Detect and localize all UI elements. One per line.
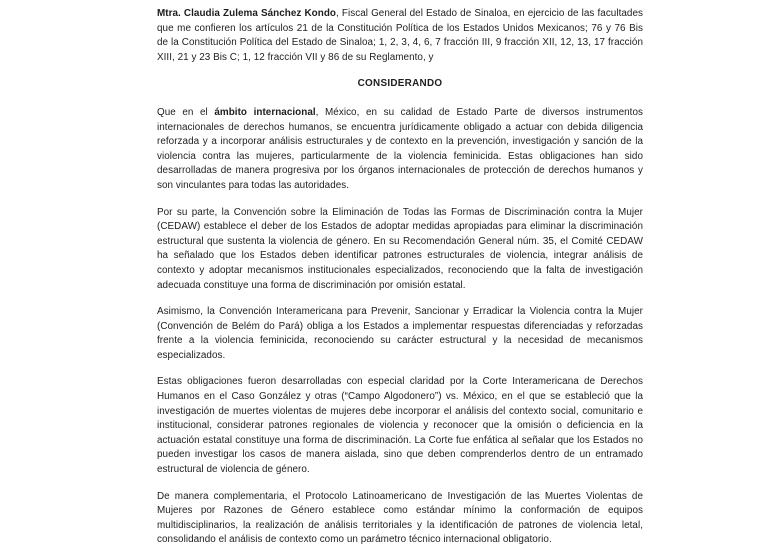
section-heading: CONSIDERANDO [357, 78, 443, 90]
paragraph-belem-do-para: Asimismo, la Convención Interamericana para Prevenir, Sancionar y Erradicar la Violencia contra la Mujer (Convención de Belém do Pará) obliga a los Estados a implementar respuestas diferenciadas y reforzadas frente a la violencia feminicida, reconociendo su carácter estructural y la necesidad de mecanismos especializados. [157, 306, 643, 361]
paragraph-cedaw: Por su parte, la Convención sobre la Eliminación de Todas las Formas de Discriminación contra la Mujer (CEDAW) establece el deber de los Estados de adoptar medidas apropiadas para eliminar la discriminación estructural que sustenta la violencia de género. En su Recomendación General núm. 35, el Comité CEDAW ha señalado que los Estados deben identificar patrones estructurales de violencia, integrar análisis de contexto y adoptar mecanismos institucionales especializados, reconociendo que la falta de investigación adecuada constituye una forma de discriminación por omisión estatal. [157, 206, 643, 291]
intro-paragraph [157, 7, 643, 65]
paragraph-campo-algodonero: Estas obligaciones fueron desarrolladas con especial claridad por la Corte Interamericana de Derechos Humanos en el Caso González y otras (“Campo Algodonero”) vs. México, en el que se estableció que la investigación de muertes violentas de mujeres debe incorporar el análisis del contexto social, comunitario e institucional, considerar patrones regionales de violencia y reconocer que la omisión o deficiencia en la actuación estatal constituye una forma de discriminación. La Corte fue enfática al señalar que los Estados no pueden investigar los casos de manera aislada, sino que deben comprenderlos dentro de un entramado estructural de violencia de género. [157, 376, 643, 476]
paragraph-rest: , México, en su calidad de Estado Parte de diversos instrumentos internacionales de derechos humanos, se encuentra jurídicamente obligado a actuar con debida diligencia reforzada y a incorporar análisis estructurales y de contexto en la prevención, investigación y sanción de la violencia contra las mujeres, particularmente de la violencia feminicida. Estas obligaciones han sido desarrolladas de manera progresiva por los órganos internacionales de protección de derechos humanos y son vinculantes para todas las autoridades. [157, 106, 643, 191]
paragraph-lead: Que en el [157, 106, 215, 118]
author-name: Mtra. Claudia Zulema Sánchez Kondo [157, 8, 337, 19]
intro-text: , Fiscal General del Estado de Sinaloa, en ejercicio de las facultades que me confieren los artículos 21 de la Constitución Política de los Estados Unidos Mexicanos; 76 y 76 Bis de la Constitución Política del Estado de Sinaloa; 1, 2, 3, 4, 6, 7 fracción III, 9 fracción XII, 12, 13, 17 fracción XIII, 21 y 23 Bis C; 1, 12 fracción VII y 86 de su Reglamento, y [157, 8, 643, 63]
paragraph-protocolo: De manera complementaria, el Protocolo Latinoamericano de Investigación de las Muertes Violentas de Mujeres por Razones de Género establece como estándar mínimo la conformación de equipos multidisciplinarios, la realización de análisis territoriales y la identificación de patrones de violencia letal, consolidando el análisis de contexto como un parámetro técnico internacional obligatorio. [157, 490, 643, 546]
emphasis-ambito-internacional: ámbito internacional [214, 106, 316, 118]
paragraph-international [157, 106, 643, 194]
document-body [157, 7, 643, 548]
